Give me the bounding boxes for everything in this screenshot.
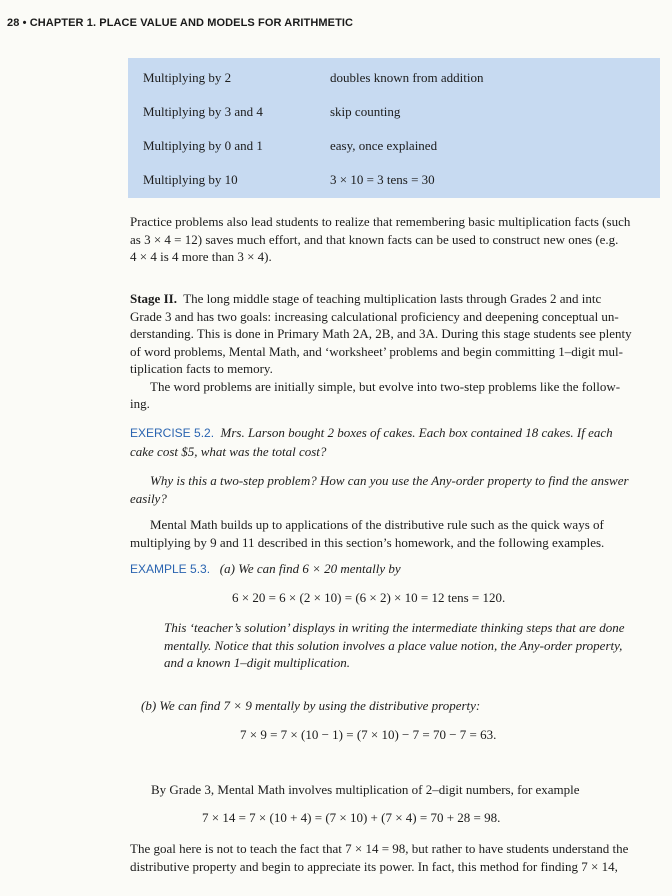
text-line: ing. [130,396,150,411]
text-line: Why is this a two-step problem? How can you use the Any-order property to find the answer [150,473,629,488]
table-cell: 3 × 10 = 3 tens = 30 [330,172,435,187]
text-line: (a) We can find 6 × 20 mentally by [219,561,401,576]
text-line: easily? [130,490,167,506]
table-cell: Multiplying by 3 and 4 [143,104,263,119]
text-line: Mrs. Larson bought 2 boxes of cakes. Each box contained 18 cakes. If each [220,425,613,440]
text-line: multiplying by 9 and 11 described in this section’s homework, and the following examples. [130,534,605,550]
text-line: The word problems are initially simple, but evolve into two-step problems like the follow- [150,378,621,394]
table-cell: Multiplying by 0 and 1 [143,138,263,153]
text-line: The long middle stage of teaching multiplication lasts through Grades 2 and intc [183,291,602,306]
exercise-5-2 [130,424,652,460]
table-cell: easy, once explained [330,138,438,153]
text-line: as 3 × 4 = 12) saves much effort, and that known facts can be used to construct new ones (e.g. [130,231,619,247]
text-line: distributive property and begin to appreciate its power. In fact, this method for finding 7 × 14, [130,858,618,874]
equation-7x9: 7 × 9 = 7 × (10 − 1) = (7 × 10) − 7 = 70 − 7 = 63. [240,727,497,742]
text-line: This ‘teacher’s solution’ displays in writing the intermediate thinking steps that are done [164,620,625,635]
teacher-solution-note [164,619,652,672]
text-line: Practice problems also lead students to realize that remembering basic multiplication facts (such [130,214,631,229]
paragraph-goal [130,840,652,875]
text-line: The goal here is not to teach the fact that 7 × 14 = 98, but rather to have students understand the [130,841,629,856]
table-row [143,104,401,120]
exercise-label: EXERCISE 5.2. [130,426,215,440]
table-cell: skip counting [330,104,401,119]
text-line: cake cost $5, what was the total cost? [130,443,327,459]
equation-7x14: 7 × 14 = 7 × (10 + 4) = (7 × 10) + (7 × 4) = 70 + 28 = 98. [202,810,501,825]
text-line: derstanding. This is done in Primary Math 2A, 2B, and 3A. During this stage students see plenty [130,326,632,341]
table-cell: doubles known from addition [330,70,484,85]
table-cell: Multiplying by 2 [143,70,232,85]
example-part-b: (b) We can find 7 × 9 mentally by using the distributive property: [141,698,481,713]
table-row [143,172,435,188]
example-label: EXAMPLE 5.3. [130,562,211,576]
text-line: tiplication facts to memory. [130,361,273,376]
paragraph-grade-3: By Grade 3, Mental Math involves multiplication of 2–digit numbers, for example [151,782,580,797]
stage-title: Stage II. [130,291,177,306]
multiplication-strategies-table [128,58,660,198]
paragraph-practice [130,213,652,266]
text-line: Grade 3 and has two goals: increasing calculational proficiency and deepening conceptual un- [130,308,619,324]
table-cell: Multiplying by 10 [143,172,238,187]
table-row [143,70,484,86]
text-line: mentally. Notice that this solution involves a place value notion, the Any-order property, [164,637,623,653]
equation-6x20: 6 × 20 = 6 × (2 × 10) = (6 × 2) × 10 = 12 tens = 120. [232,590,506,605]
exercise-question [130,472,652,507]
table-row [143,138,438,154]
text-line: Mental Math builds up to applications of the distributive rule such as the quick ways of [150,517,604,532]
running-header: 28 • CHAPTER 1. PLACE VALUE AND MODELS FOR ARITHMETIC [7,17,354,29]
text-line: 4 × 4 is 4 more than 3 × 4). [130,249,272,264]
text-line: and a known 1–digit multiplication. [164,655,350,670]
paragraph-stage-ii [130,290,652,413]
example-5-3-heading [130,560,652,579]
text-line: of word problems, Mental Math, and ‘worksheet’ problems and begin committing 1–digit mul- [130,343,623,359]
paragraph-mental-math [130,516,652,551]
